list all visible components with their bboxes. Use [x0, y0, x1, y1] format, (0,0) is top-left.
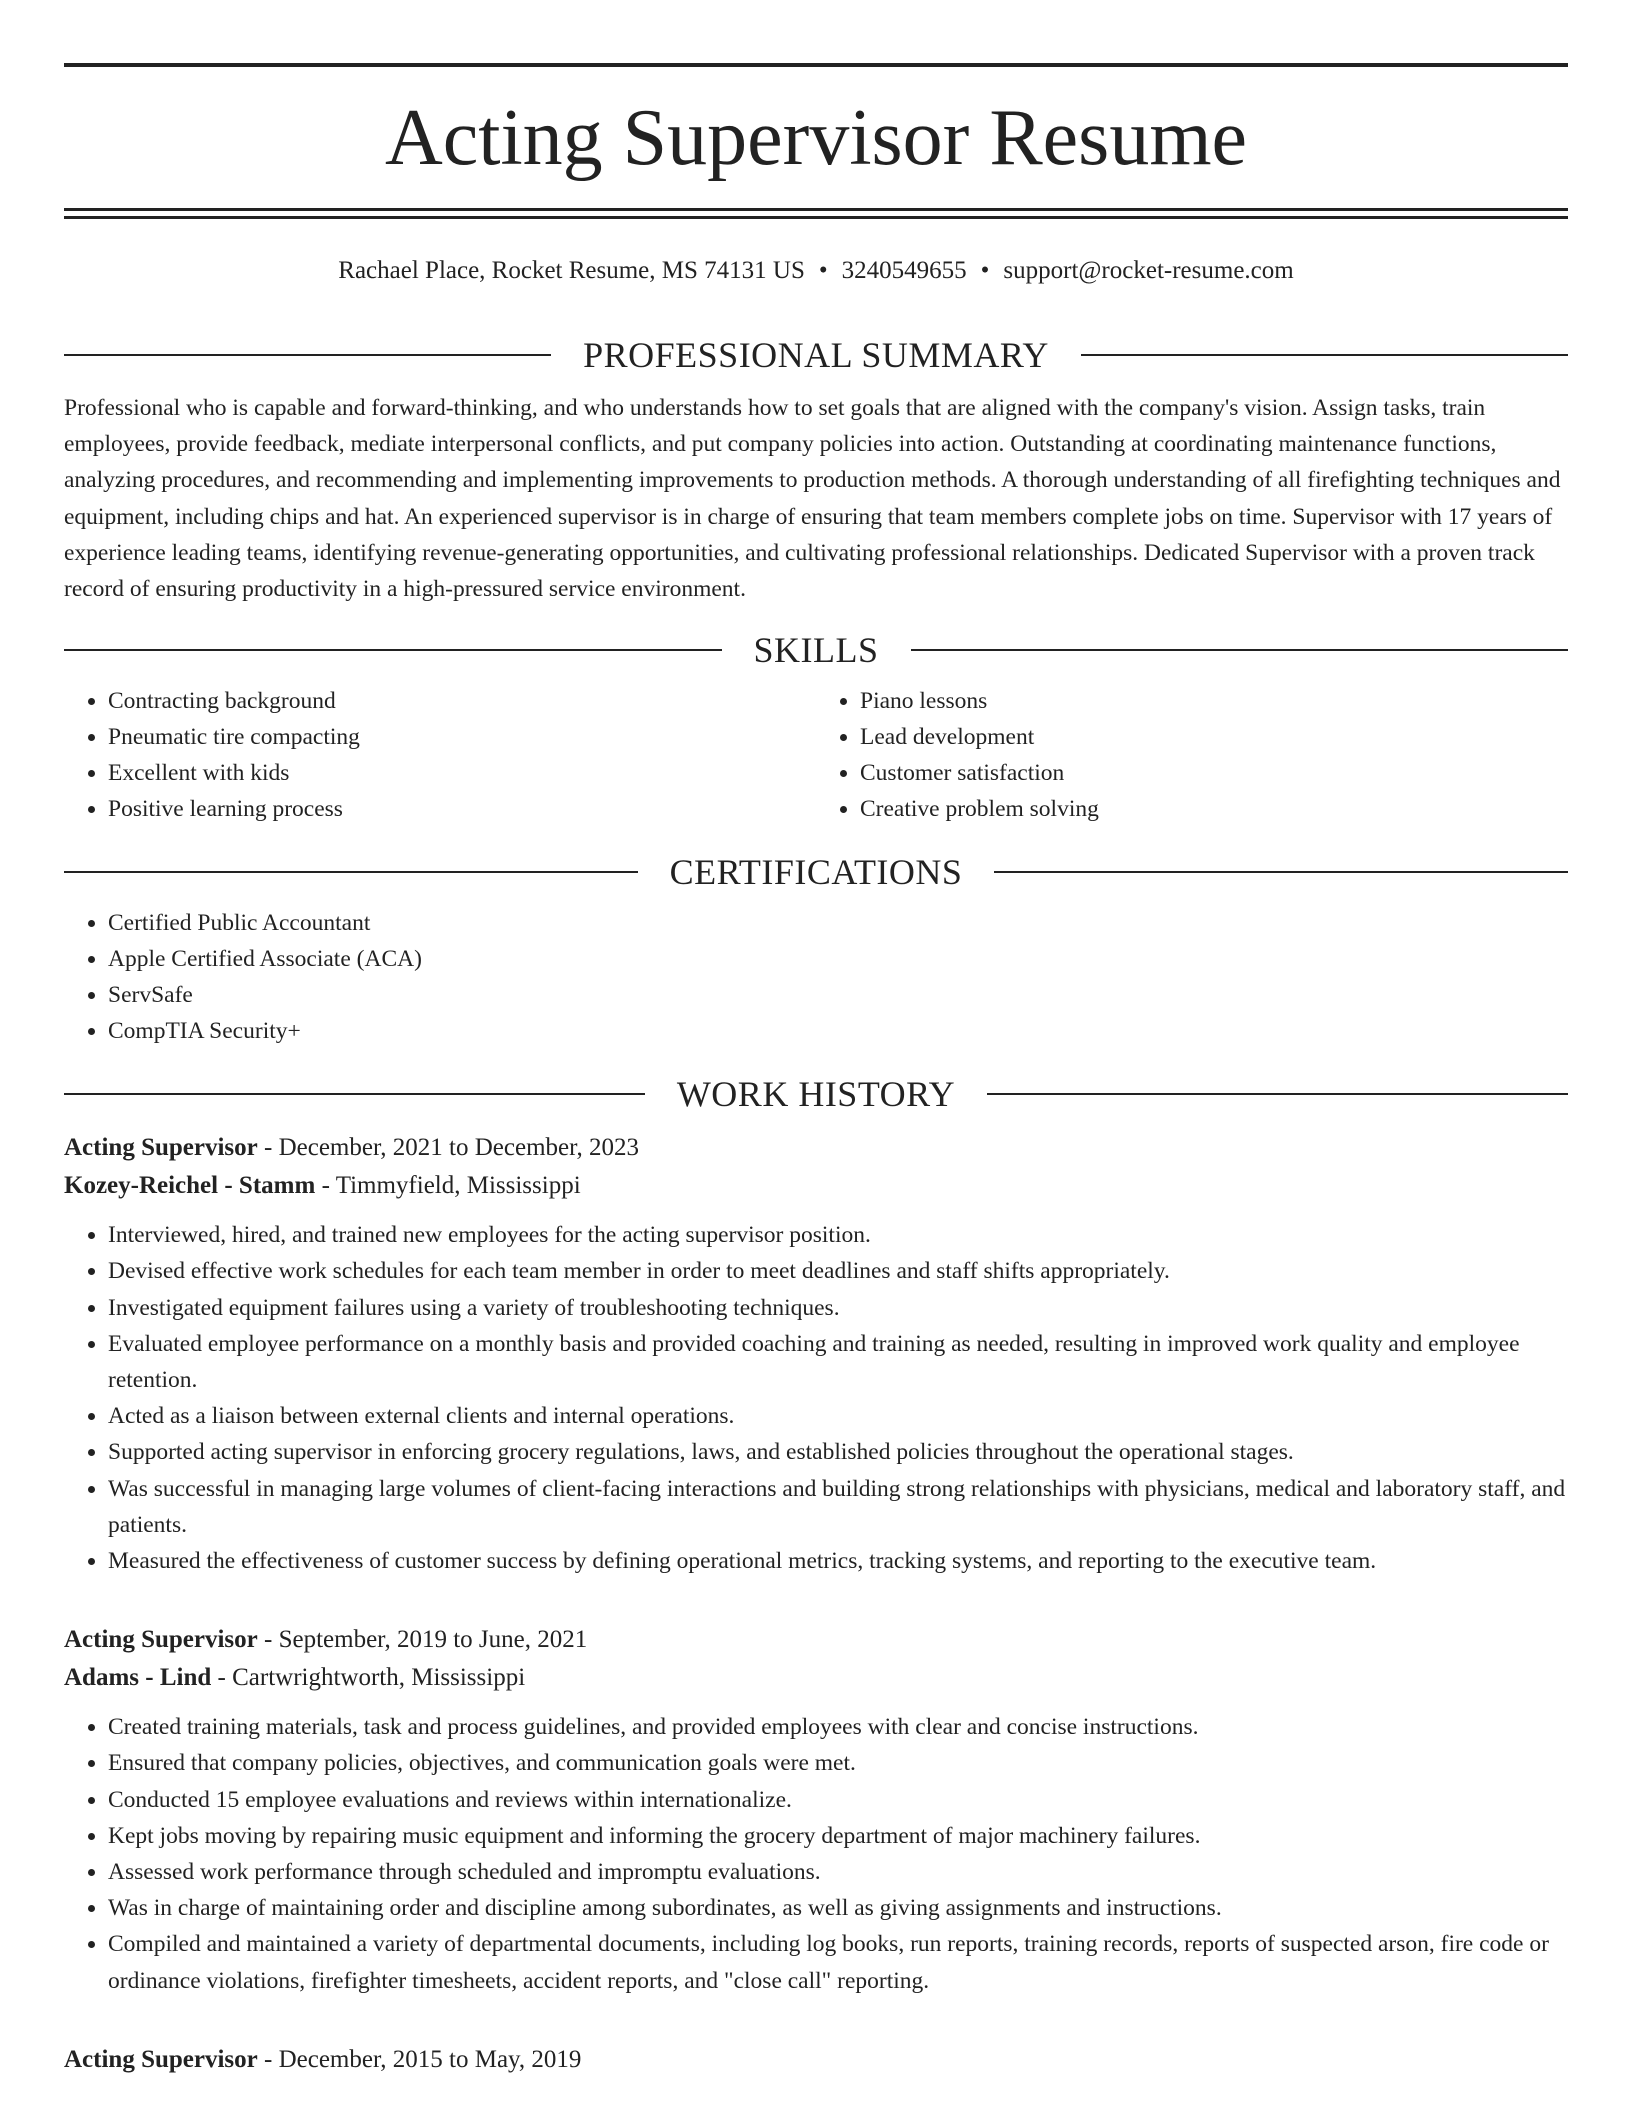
job-bullet: • Measured the effectiveness of customer success by defining operational metrics, tracking systems, and reporting to the executive team. — [108, 1543, 1568, 1579]
job-title: Acting Supervisor — [64, 1134, 258, 1162]
section-title: SKILLS — [753, 630, 879, 671]
job-company: Adams - Lind — [64, 1664, 212, 1692]
section-rule — [987, 1093, 1568, 1095]
job-bullet: • Was successful in managing large volumes of client-facing interactions and building strong relationships with physicians, medical and laboratory staff, and patients. — [108, 1471, 1568, 1543]
skill-item: • Contracting background — [108, 683, 816, 719]
section-header-certifications — [64, 847, 1568, 897]
job-bullet: • Evaluated employee performance on a monthly basis and provided coaching and training as needed, resulting in improved work quality and employee retention. — [108, 1326, 1568, 1398]
skill-item: • Pneumatic tire compacting — [108, 719, 816, 755]
job-dates: September, 2019 to June, 2021 — [278, 1626, 588, 1654]
job-title-line: Acting Supervisor - December, 2015 to May, 2019 — [64, 2045, 582, 2073]
skill-item: • Excellent with kids — [108, 755, 816, 791]
job-company-line: Adams - Lind - Cartwrightworth, Mississippi — [64, 1664, 526, 1692]
certification-item: • CompTIA Security+ — [108, 1013, 1568, 1049]
section-rule — [994, 871, 1568, 873]
job-title: Acting Supervisor — [64, 1626, 258, 1654]
section-rule — [64, 354, 551, 356]
section-title: CERTIFICATIONS — [669, 852, 963, 893]
section-header-skills — [64, 625, 1568, 675]
section-title: WORK HISTORY — [676, 1074, 956, 1115]
job-bullet: • Created training materials, task and process guidelines, and provided employees with clear and concise instructions. — [108, 1709, 1568, 1745]
contact-separator: • — [980, 257, 990, 284]
skill-item: • Creative problem solving — [860, 791, 1568, 827]
section-header-summary — [64, 330, 1568, 380]
skill-item: • Piano lessons — [860, 683, 1568, 719]
job-bullet: • Assessed work performance through scheduled and impromptu evaluations. — [108, 1854, 1568, 1890]
skill-item: • Customer satisfaction — [860, 755, 1568, 791]
section-rule — [911, 649, 1569, 651]
section-rule — [64, 1093, 645, 1095]
contact-separator: • — [818, 257, 828, 284]
skill-item: • Positive learning process — [108, 791, 816, 827]
title-double-rule — [64, 208, 1568, 219]
job-location: Timmyfield, Mississippi — [335, 1172, 581, 1200]
job-bullet: • Compiled and maintained a variety of departmental documents, including log books, run reports, training records, reports of suspected arson, fire code or ordinance violations, firefighter timesheets, accident reports, and "close call" reporting. — [108, 1926, 1568, 1998]
job-title-line: Acting Supervisor - December, 2021 to December, 2023 — [64, 1134, 639, 1162]
skills-list-right — [816, 683, 1568, 827]
job-company: Kozey-Reichel - Stamm — [64, 1172, 316, 1200]
contact-line — [64, 254, 1568, 288]
skills-list-left — [64, 683, 816, 827]
job-company-line: Kozey-Reichel - Stamm - Timmyfield, Mississippi — [64, 1172, 581, 1200]
section-rule — [1081, 354, 1568, 356]
job-bullet: • Investigated equipment failures using a variety of troubleshooting techniques. — [108, 1290, 1568, 1326]
skills-columns — [64, 683, 1568, 827]
job-bullet: • Was in charge of maintaining order and discipline among subordinates, as well as giving assignments and instructions. — [108, 1890, 1568, 1926]
job-bullet: • Interviewed, hired, and trained new employees for the acting supervisor position. — [108, 1217, 1568, 1253]
certifications-list — [64, 905, 1568, 1049]
contact-address: Rachael Place, Rocket Resume, MS 74131 US — [338, 257, 805, 284]
top-rule — [64, 63, 1568, 67]
section-rule — [64, 649, 722, 651]
skill-item: • Lead development — [860, 719, 1568, 755]
job-dates: December, 2021 to December, 2023 — [278, 1134, 639, 1162]
job-dates: December, 2015 to May, 2019 — [278, 2045, 582, 2073]
certification-item: • Certified Public Accountant — [108, 905, 1568, 941]
job-bullet: • Ensured that company policies, objectives, and communication goals were met. — [108, 1745, 1568, 1781]
section-rule — [64, 871, 638, 873]
job-bullet: • Devised effective work schedules for each team member in order to meet deadlines and staff shifts appropriately. — [108, 1253, 1568, 1289]
resume-title: Acting Supervisor Resume — [384, 94, 1248, 182]
job-bullet: • Supported acting supervisor in enforcing grocery regulations, laws, and established policies throughout the operational stages. — [108, 1434, 1568, 1470]
job-location: Cartwrightworth, Mississippi — [232, 1664, 526, 1692]
certification-item: • Apple Certified Associate (ACA) — [108, 941, 1568, 977]
job-title: Acting Supervisor — [64, 2045, 258, 2073]
job-entry — [64, 1621, 1568, 1999]
job-entry — [64, 2041, 1568, 2079]
resume-body — [64, 330, 1568, 2079]
contact-phone: 3240549655 — [841, 257, 967, 284]
job-bullets — [64, 1217, 1568, 1579]
job-title-line: Acting Supervisor - September, 2019 to June, 2021 — [64, 1626, 588, 1654]
summary-text: Professional who is capable and forward-thinking, and who understands how to set goals that are aligned with the company's vision. Assign tasks, train employees, provide feedback, mediate interpersonal conflicts, and put company policies into action. Outstanding at coordinating maintenance functions, analyzing procedures, and recommending and implementing improvements to production methods. A thorough understanding of all firefighting techniques and equipment, including chips and hat. An experienced supervisor is in charge of ensuring that team members complete jobs on time. Supervisor with 17 years of experience leading teams, identifying revenue-generating opportunities, and cultivating professional relationships. Dedicated Supervisor with a proven track record of ensuring productivity in a high-pressured service environment. — [64, 395, 1561, 603]
job-bullet: • Kept jobs moving by repairing music equipment and informing the grocery department of major machinery failures. — [108, 1818, 1568, 1854]
section-title: PROFESSIONAL SUMMARY — [583, 335, 1049, 375]
section-header-work-history — [64, 1069, 1568, 1119]
job-bullets — [64, 1709, 1568, 1999]
job-bullet: • Conducted 15 employee evaluations and reviews within internationalize. — [108, 1782, 1568, 1818]
job-bullet: • Acted as a liaison between external clients and internal operations. — [108, 1398, 1568, 1434]
job-entry — [64, 1129, 1568, 1579]
certification-item: • ServSafe — [108, 977, 1568, 1013]
contact-email[interactable]: support@rocket-resume.com — [1003, 257, 1294, 284]
